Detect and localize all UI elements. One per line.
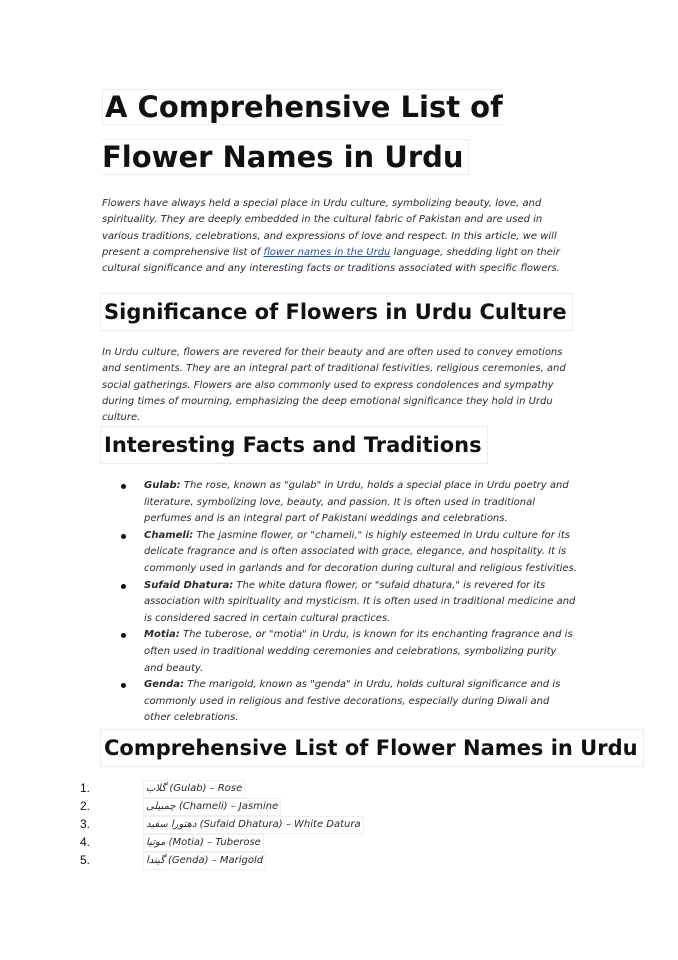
list-item: [118, 478, 578, 528]
item-number: 5.: [80, 853, 91, 867]
list-item: [118, 578, 578, 628]
flower-name: چمبیلی (Chameli) – Jasmine: [143, 798, 281, 816]
flower-name: گلاب (Gulab) – Rose: [143, 780, 245, 798]
list-item: [80, 780, 480, 798]
section-heading-significance: Significance of Flowers in Urdu Culture: [100, 293, 573, 331]
section-heading-facts: Interesting Facts and Traditions: [100, 426, 488, 464]
intro-paragraph: [102, 196, 572, 277]
fact-text: The white datura flower, or "sufaid dhatura," is revered for its association with spirituality and mysticism. It is often used in traditional medicine and is considered sacred in certain cultural practices.: [144, 579, 576, 624]
list-item: [80, 834, 480, 852]
list-item: [118, 677, 578, 727]
bullet-icon: [121, 584, 126, 589]
bullet-icon: [121, 534, 126, 539]
fact-name: Gulab:: [144, 480, 181, 491]
page-title-text: A Comprehensive List of Flower Names in Urdu: [102, 90, 503, 174]
bullet-icon: [121, 633, 126, 638]
fact-text: The jasmine flower, or "chameli," is highly esteemed in Urdu culture for its delicate fragrance and is often associated with grace, elegance, and hospitality. It is commonly used in garlands and for decoration during cultural and religious festivities.: [144, 529, 577, 574]
intro-text-after: language, shedding light on their cultural significance and any interesting facts or traditions associated with specific flowers.: [102, 246, 560, 275]
fact-name: Chameli:: [144, 529, 194, 541]
fact-name: Sufaid Dhatura:: [144, 579, 234, 591]
section-heading-list: Comprehensive List of Flower Names in Urdu: [100, 729, 644, 767]
list-item: [80, 852, 480, 870]
item-number: 1.: [80, 781, 91, 795]
list-item: [80, 816, 480, 834]
fact-text: The rose, known as "gulab" in Urdu, holds a special place in Urdu poetry and literature, symbolizing love, beauty, and passion. It is often used in traditional perfumes and is an integral part of Pakistani weddings and celebrations.: [144, 480, 569, 525]
fact-name: Genda:: [144, 679, 185, 691]
facts-list: [118, 478, 578, 727]
bullet-icon: [121, 683, 126, 688]
item-number: 2.: [80, 799, 91, 813]
list-item: [118, 627, 578, 677]
significance-paragraph: In Urdu culture, flowers are revered for their beauty and are often used to convey emotions and sentiments. They are an integral part of traditional festivities, religious ceremonies, and social gatherings. Flowers are also commonly used to express condolences and sympathy during times of mourning, emphasizing the deep emotional significance they hold in Urdu culture.: [102, 347, 566, 424]
list-item: [80, 798, 480, 816]
item-number: 4.: [80, 835, 91, 849]
fact-text: The marigold, known as "genda" in Urdu, holds cultural significance and is commonly used in religious and festive decorations, especially during Diwali and other celebrations.: [144, 679, 561, 724]
fact-name: Motia:: [144, 629, 180, 641]
intro-text-before: Flowers have always held a special place in Urdu culture, symbolizing beauty, love, and spirituality. They are deeply embedded in the cultural fabric of Pakistan and are used in various traditions, celebrations, and expressions of love and respect. In this article, we will present a comprehensive list of: [102, 198, 557, 258]
flower-name: موتیا (Motia) – Tuberose: [143, 834, 264, 852]
flower-name: دھتورا سفید (Sufaid Dhatura) – White Datura: [143, 816, 364, 834]
page-title: [102, 82, 562, 182]
bullet-icon: [121, 484, 126, 489]
list-item: [118, 528, 578, 578]
flower-names-link[interactable]: flower names in the Urdu: [263, 246, 391, 258]
flower-names-list: [80, 780, 480, 870]
fact-text: The tuberose, or "motia" in Urdu, is known for its enchanting fragrance and is often used in traditional wedding ceremonies and celebrations, symbolizing purity and beauty.: [144, 629, 573, 674]
flower-name: گیندا (Genda) – Marigold: [143, 852, 266, 870]
item-number: 3.: [80, 817, 91, 831]
